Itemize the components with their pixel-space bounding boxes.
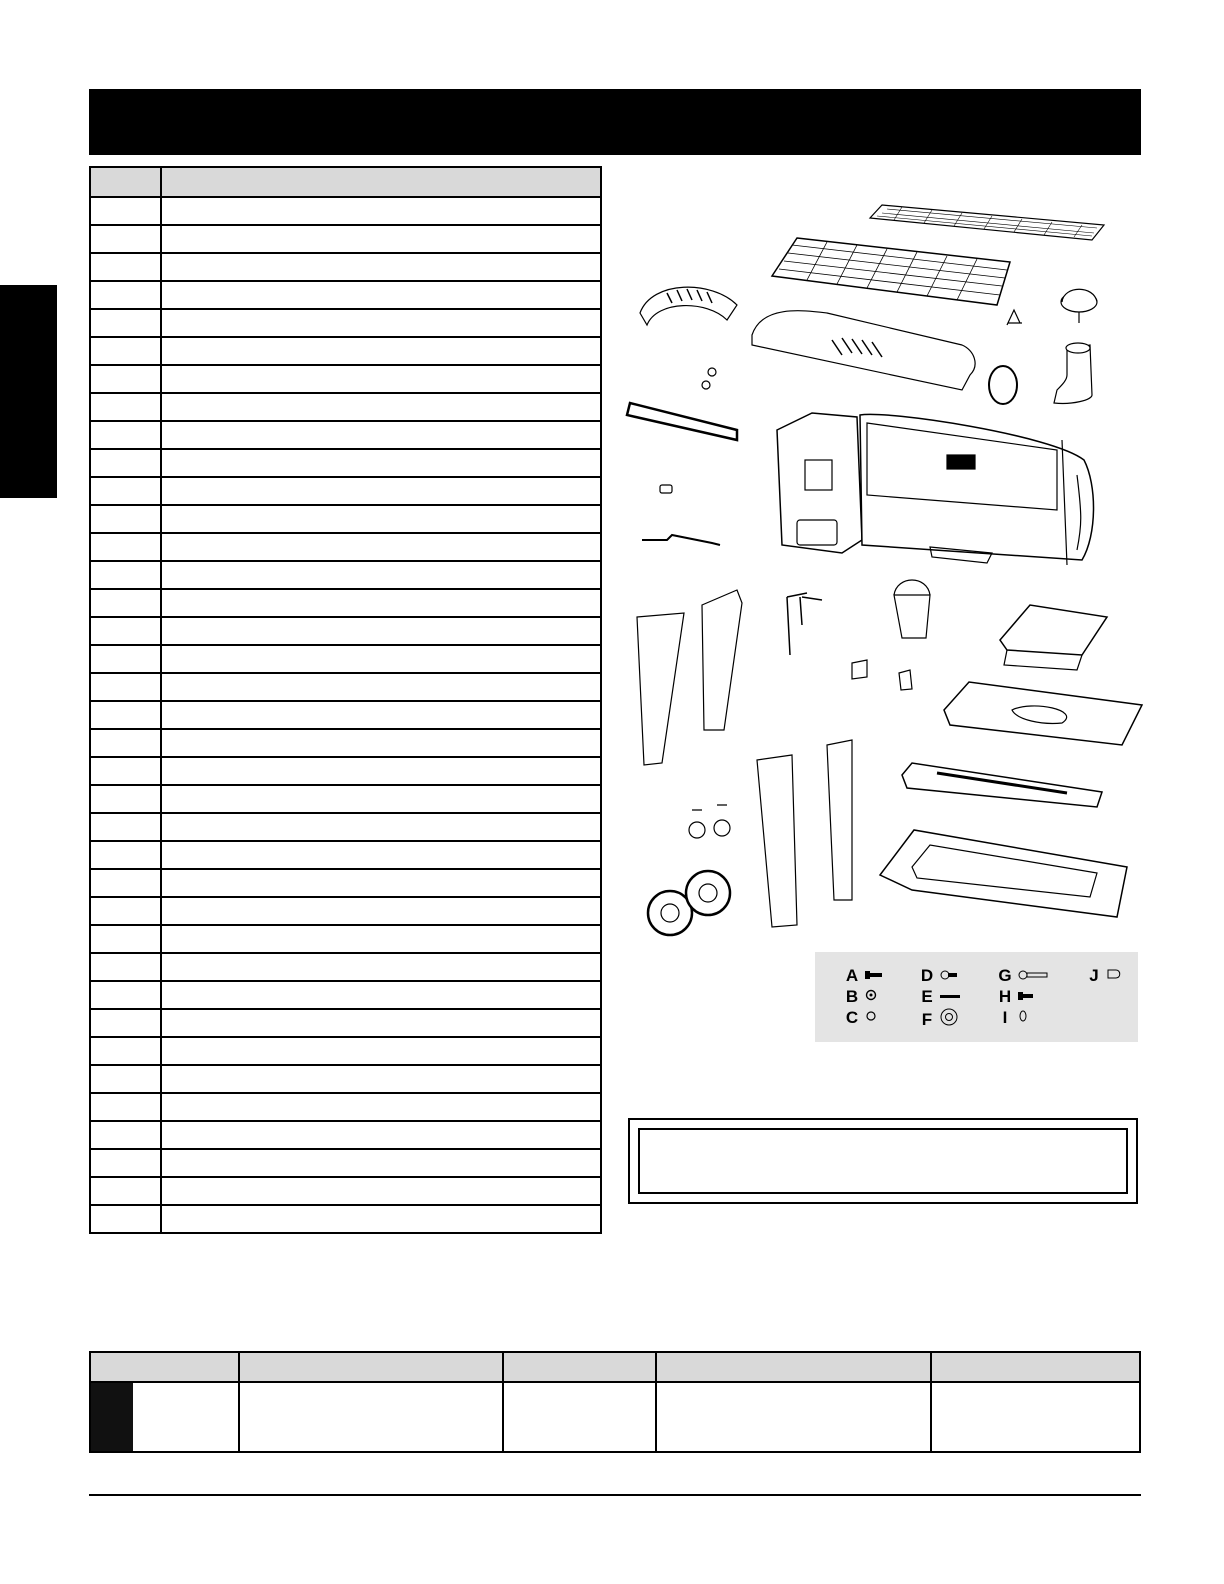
part-number-cell	[90, 869, 161, 897]
part-description-cell	[161, 1037, 601, 1065]
part-description-cell	[161, 953, 601, 981]
part-description-cell	[161, 309, 601, 337]
parts-table-row	[90, 729, 601, 757]
parts-table-header-row	[90, 167, 601, 197]
part-description-cell	[161, 421, 601, 449]
hardware-letter: C	[845, 1008, 859, 1027]
wheel-part	[648, 871, 730, 935]
parts-col-description-header	[161, 167, 601, 197]
part-description-cell	[161, 253, 601, 281]
spec-row	[90, 1382, 1140, 1452]
nut-part	[702, 381, 710, 389]
parts-table-row	[90, 1177, 601, 1205]
part-number-cell	[90, 729, 161, 757]
part-description-cell	[161, 729, 601, 757]
rod-part	[642, 535, 720, 545]
lid-handle-part	[627, 403, 737, 440]
hardware-item-g	[998, 966, 1048, 986]
parts-table-row	[90, 981, 601, 1009]
hardware-letter: H	[998, 987, 1012, 1006]
part-number-cell	[90, 617, 161, 645]
part-number-cell	[90, 561, 161, 589]
exploded-parts-diagram	[612, 185, 1152, 955]
spec-col-5-header	[931, 1352, 1140, 1382]
part-description-cell	[161, 981, 601, 1009]
part-description-cell	[161, 645, 601, 673]
washer-icon	[865, 1009, 877, 1027]
parts-table-row	[90, 505, 601, 533]
part-description-cell	[161, 365, 601, 393]
page-header-bar	[89, 89, 1141, 155]
part-description-cell	[161, 1065, 601, 1093]
hardware-item-c	[845, 1008, 877, 1028]
clip-icon	[1018, 1009, 1028, 1027]
hardware-item-h	[998, 987, 1034, 1007]
part-description-cell	[161, 1121, 601, 1149]
hardware-item-j	[1087, 966, 1121, 986]
part-number-cell	[90, 981, 161, 1009]
hardware-letter: A	[845, 966, 859, 985]
nut-part	[708, 368, 716, 376]
cap-nut-icon	[1107, 967, 1121, 985]
hardware-item-f	[920, 1008, 958, 1031]
parts-table-row	[90, 421, 601, 449]
parts-table-row	[90, 701, 601, 729]
part-number-cell	[90, 1121, 161, 1149]
parts-table-row	[90, 533, 601, 561]
probe-rod-part	[787, 593, 822, 655]
parts-table-row	[90, 757, 601, 785]
spec-cell	[503, 1382, 656, 1452]
grill-body-part	[777, 413, 1094, 565]
part-description-cell	[161, 533, 601, 561]
grease-bucket-part	[894, 580, 930, 638]
warming-rack-part	[870, 205, 1104, 240]
heat-baffle-part	[752, 311, 975, 390]
spec-col-3-header	[503, 1352, 656, 1382]
hardware-letter: J	[1089, 966, 1099, 985]
part-description-cell	[161, 505, 601, 533]
spec-cell	[239, 1382, 503, 1452]
part-number-cell	[90, 1149, 161, 1177]
part-number-cell	[90, 281, 161, 309]
flat-washer-icon	[940, 1008, 958, 1031]
parts-table-row	[90, 1037, 601, 1065]
parts-table-row	[90, 449, 601, 477]
part-description-cell	[161, 813, 601, 841]
small-plate-part	[899, 670, 912, 690]
spec-cell	[931, 1382, 1140, 1452]
part-number-cell	[90, 505, 161, 533]
hardware-legend	[815, 952, 1138, 1042]
parts-table-row	[90, 897, 601, 925]
parts-table-row	[90, 393, 601, 421]
hardware-letter: G	[998, 966, 1012, 985]
parts-table-row	[90, 281, 601, 309]
parts-table-row	[90, 365, 601, 393]
screw-icon	[940, 967, 958, 985]
parts-table-row	[90, 645, 601, 673]
parts-table-row	[90, 1205, 601, 1233]
parts-table-row	[90, 589, 601, 617]
spec-col-2-header	[239, 1352, 503, 1382]
chimney-part	[1054, 343, 1092, 403]
part-number-cell	[90, 309, 161, 337]
notice-box	[628, 1118, 1138, 1204]
part-number-cell	[90, 757, 161, 785]
part-number-cell	[90, 1205, 161, 1233]
part-number-cell	[90, 1065, 161, 1093]
part-description-cell	[161, 925, 601, 953]
part-number-cell	[90, 701, 161, 729]
spec-header-row	[90, 1352, 1140, 1382]
parts-table-row	[90, 477, 601, 505]
part-number-cell	[90, 953, 161, 981]
parts-table-row	[90, 1009, 601, 1037]
footer-rule	[89, 1494, 1141, 1496]
part-description-cell	[161, 1205, 601, 1233]
part-description-cell	[161, 393, 601, 421]
parts-table-row	[90, 1149, 601, 1177]
hardware-letter: F	[921, 1009, 933, 1029]
part-number-cell	[90, 813, 161, 841]
side-tray-part	[1000, 605, 1107, 670]
part-number-cell	[90, 1093, 161, 1121]
parts-col-number-header	[90, 167, 161, 197]
parts-table-row	[90, 785, 601, 813]
nameplate-part	[902, 763, 1102, 807]
parts-table-row	[90, 197, 601, 225]
caster-wheel-part	[689, 805, 730, 838]
part-number-cell	[90, 897, 161, 925]
hardware-item-e	[920, 987, 960, 1007]
leg-part	[637, 590, 852, 927]
part-number-cell	[90, 337, 161, 365]
short-bolt-icon	[1018, 988, 1034, 1006]
hardware-item-i	[998, 1008, 1028, 1028]
part-number-cell	[90, 225, 161, 253]
spec-col-1-header	[90, 1352, 239, 1382]
pin-icon	[1018, 967, 1048, 985]
notice-box-inner	[638, 1128, 1128, 1194]
bolt-icon	[865, 967, 883, 985]
part-description-cell	[161, 897, 601, 925]
parts-table-row	[90, 925, 601, 953]
hardware-letter: E	[921, 987, 933, 1006]
bottom-shelf-part	[880, 830, 1127, 917]
cooking-grate-part	[772, 238, 1010, 305]
hardware-letter: I	[1002, 1008, 1008, 1027]
part-description-cell	[161, 617, 601, 645]
part-description-cell	[161, 673, 601, 701]
part-number-cell	[90, 1009, 161, 1037]
parts-table-row	[90, 841, 601, 869]
part-number-cell	[90, 589, 161, 617]
parts-table-row	[90, 617, 601, 645]
hardware-item-d	[920, 966, 958, 986]
part-number-cell	[90, 197, 161, 225]
part-number-cell	[90, 645, 161, 673]
parts-table-row	[90, 1093, 601, 1121]
part-number-cell	[90, 1037, 161, 1065]
part-number-cell	[90, 393, 161, 421]
part-description-cell	[161, 1177, 601, 1205]
flame-cover-part	[640, 287, 737, 325]
part-description-cell	[161, 281, 601, 309]
part-description-cell	[161, 701, 601, 729]
part-number-cell	[90, 925, 161, 953]
part-description-cell	[161, 337, 601, 365]
parts-table-row	[90, 561, 601, 589]
part-number-cell	[90, 533, 161, 561]
part-number-cell	[90, 421, 161, 449]
model-spec-table	[89, 1351, 1141, 1453]
part-description-cell	[161, 785, 601, 813]
parts-list-table	[89, 166, 602, 1234]
lock-washer-icon	[865, 988, 877, 1006]
part-number-cell	[90, 253, 161, 281]
parts-table-row	[90, 337, 601, 365]
part-description-cell	[161, 757, 601, 785]
part-number-cell	[90, 449, 161, 477]
part-description-cell	[161, 1009, 601, 1037]
part-description-cell	[161, 589, 601, 617]
bolt-part	[660, 485, 672, 493]
hardware-letter: D	[920, 966, 934, 985]
parts-table-row	[90, 953, 601, 981]
part-number-cell	[90, 673, 161, 701]
part-description-cell	[161, 477, 601, 505]
part-number-cell	[90, 841, 161, 869]
small-bracket-part	[1007, 310, 1022, 325]
parts-table-row	[90, 673, 601, 701]
front-shelf-part	[944, 682, 1142, 745]
parts-table-row	[90, 253, 601, 281]
part-description-cell	[161, 561, 601, 589]
parts-table-row	[90, 225, 601, 253]
hardware-item-a	[845, 966, 883, 986]
part-description-cell	[161, 225, 601, 253]
wing-screw-icon	[940, 988, 960, 1006]
parts-table-row	[90, 1065, 601, 1093]
part-number-cell	[90, 477, 161, 505]
section-side-tab	[0, 285, 57, 498]
spec-col-4-header	[656, 1352, 931, 1382]
spec-cell	[90, 1382, 239, 1452]
part-description-cell	[161, 197, 601, 225]
spec-cell	[656, 1382, 931, 1452]
hardware-letter: B	[845, 987, 859, 1006]
part-description-cell	[161, 1093, 601, 1121]
parts-table-row	[90, 869, 601, 897]
hardware-item-b	[845, 987, 877, 1007]
gasket-part	[989, 366, 1017, 404]
part-number-cell	[90, 365, 161, 393]
part-description-cell	[161, 1149, 601, 1177]
spec-row-marker	[91, 1383, 133, 1451]
part-description-cell	[161, 841, 601, 869]
part-number-cell	[90, 785, 161, 813]
part-number-cell	[90, 1177, 161, 1205]
hopper-knob-part	[1061, 289, 1097, 323]
part-description-cell	[161, 869, 601, 897]
parts-table-row	[90, 1121, 601, 1149]
part-description-cell	[161, 449, 601, 477]
parts-table-row	[90, 309, 601, 337]
parts-table-row	[90, 813, 601, 841]
hinge-bracket-part	[852, 660, 867, 679]
